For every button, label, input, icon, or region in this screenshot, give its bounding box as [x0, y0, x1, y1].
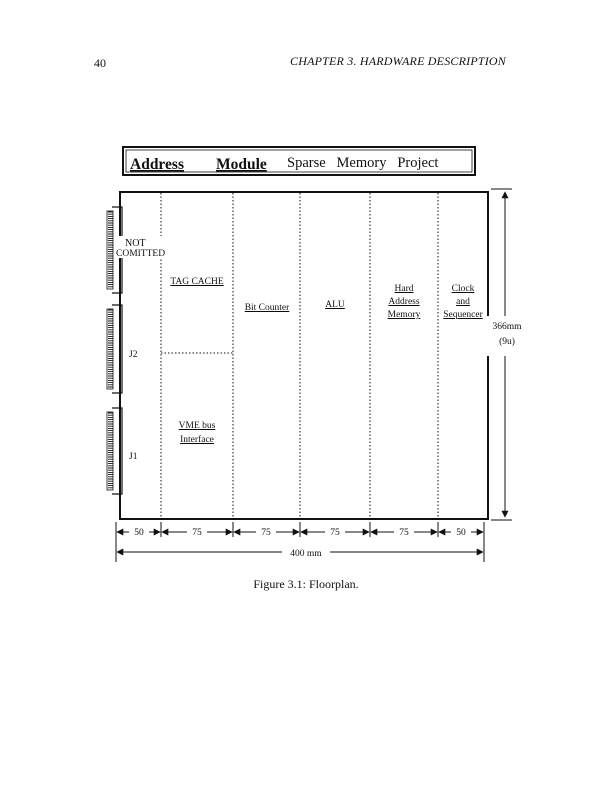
width-dim-6-label: 50	[456, 528, 466, 538]
title-module: Module	[216, 156, 267, 173]
figure-caption: Figure 3.1: Floorplan.	[253, 577, 359, 591]
connector-pins-j1	[108, 413, 113, 488]
height-value-label: 366mm	[492, 322, 522, 332]
tag-cache-label: TAG CACHE	[170, 277, 224, 287]
connector-pins-nc	[108, 212, 113, 287]
vme-label-2: Interface	[180, 435, 214, 445]
clock-label-2: and	[456, 297, 470, 307]
bit-counter-label: Bit Counter	[244, 303, 290, 313]
clock-label-1: Clock	[451, 284, 475, 294]
height-units-label: (9u)	[499, 337, 515, 347]
width-dim-1-label: 50	[134, 528, 144, 538]
j2-label: J2	[129, 350, 138, 360]
board-outline	[120, 192, 488, 519]
connector-pins-j2	[108, 310, 113, 387]
hard-label-3: Memory	[387, 310, 421, 320]
page-number: 40	[94, 56, 106, 70]
title-address: Address	[130, 156, 184, 173]
hard-label-1: Hard	[394, 284, 414, 294]
j1-label: J1	[129, 452, 138, 462]
clock-label-3: Sequencer	[443, 310, 483, 320]
total-width-label: 400 mm	[290, 549, 322, 559]
vme-label-1: VME bus	[178, 421, 216, 431]
width-dim-2-label: 75	[192, 528, 202, 538]
alu-label: ALU	[325, 300, 345, 310]
width-dim-5-label: 75	[399, 528, 409, 538]
hard-label-2: Address	[388, 297, 420, 307]
running-header: CHAPTER 3. HARDWARE DESCRIPTION	[290, 54, 507, 68]
title-rest: Sparse Memory Project	[287, 155, 439, 171]
width-dim-3-label: 75	[261, 528, 271, 538]
not-committed-label-2: COMITTED	[116, 249, 166, 259]
width-dim-4-label: 75	[330, 528, 340, 538]
not-committed-label-1: NOT	[125, 238, 146, 249]
